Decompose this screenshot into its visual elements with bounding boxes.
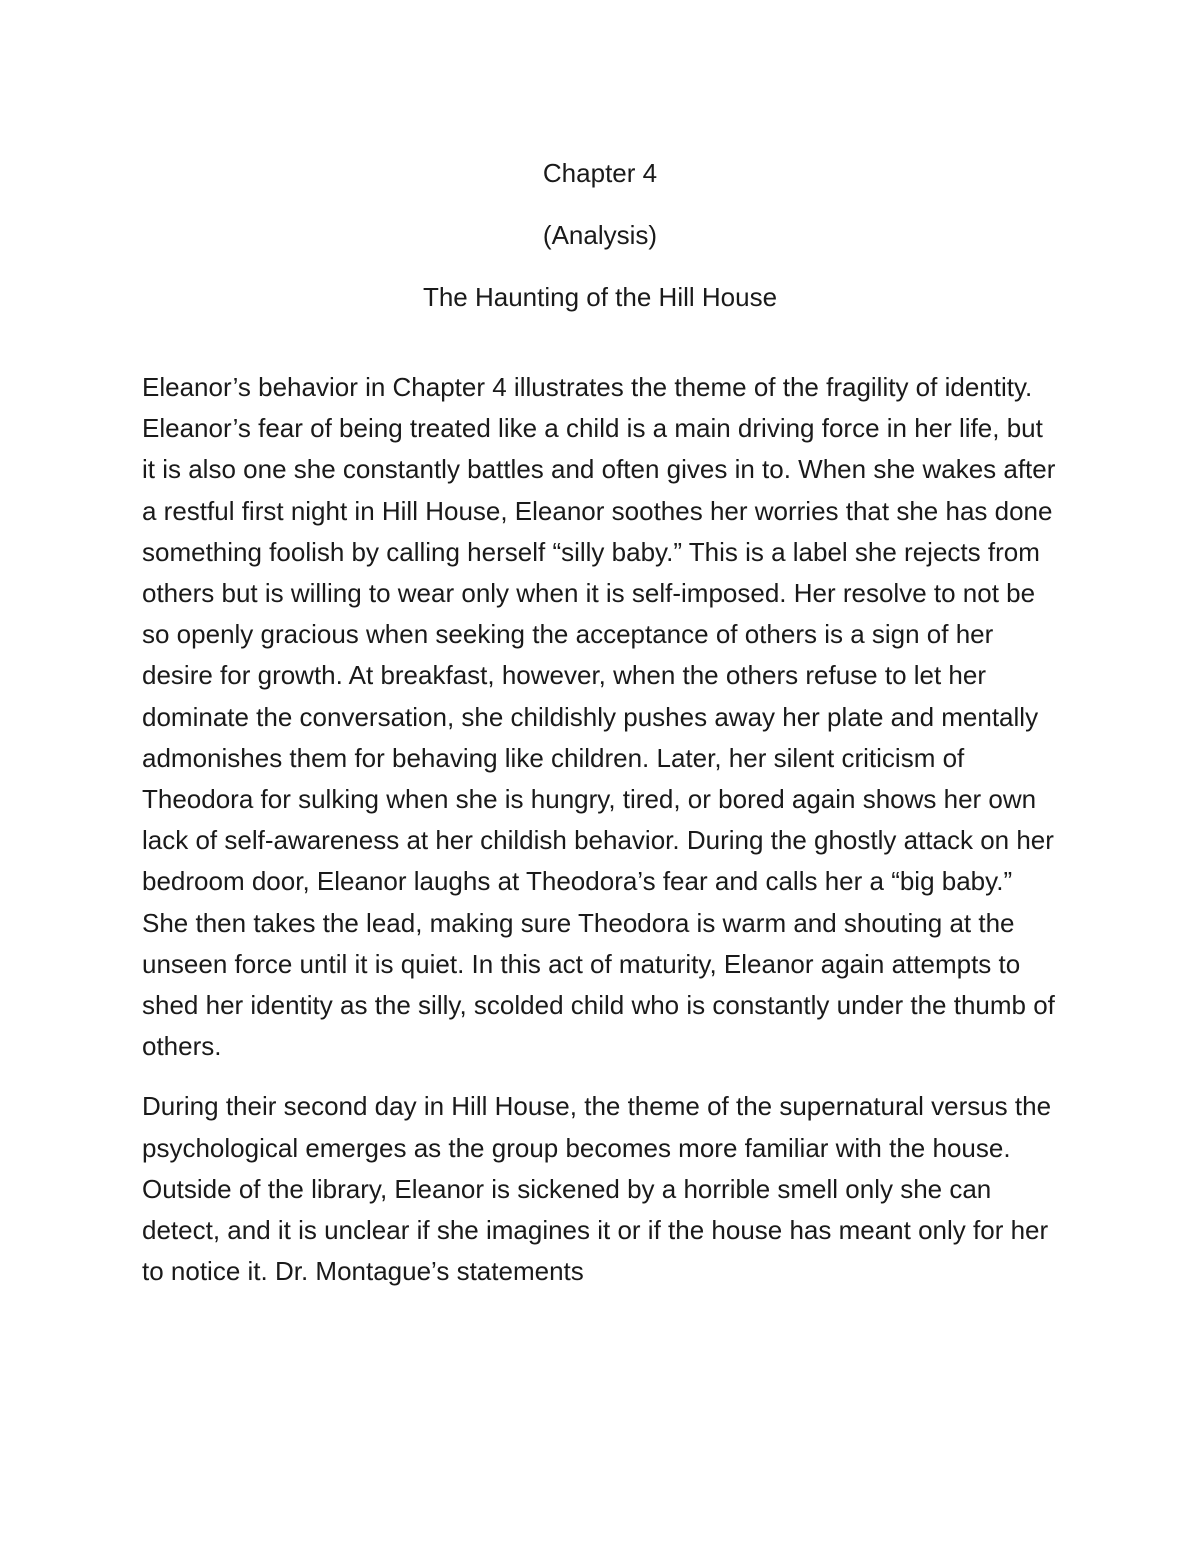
paragraph: During their second day in Hill House, the theme of the supernatural versus the psychological emerges as the group becomes more familiar with the house. Outside of the library, Eleanor is sickened by a horrible smell only she can detect, and it is unclear if she imagines it or if the house has meant only for her to notice it. Dr. Montague’s statements xyxy=(142,1091,1052,1287)
document-header xyxy=(0,142,1200,328)
analysis-subtitle: (Analysis) xyxy=(542,220,658,250)
paragraph: Eleanor’s behavior in Chapter 4 illustrates the theme of the fragility of identity. Eleanor’s fear of being treated like a child is a main driving force in her life, but it is also one she constantly battles and often gives in to. When she wakes after a restful first night in Hill House, Eleanor soothes her worries that she has done something foolish by calling herself “silly baby.” This is a label she rejects from others but is willing to wear only when it is self-imposed. Her resolve to not be so openly gracious when seeking the acceptance of others is a sign of her desire for growth. At breakfast, however, when the others refuse to let her dominate the conversation, she childishly pushes away her plate and mentally admonishes them for behaving like children. Later, her silent criticism of Theodora for sulking when she is hungry, tired, or bored again shows her own lack of self-awareness at her childish behavior. During the ghostly attack on her bedroom door, Eleanor laughs at Theodora’s fear and calls her a “big baby.” She then takes the lead, making sure Theodora is warm and shouting at the unseen force until it is quiet. In this act of maturity, Eleanor again attempts to shed her identity as the silly, scolded child who is constantly under the thumb of others. xyxy=(142,372,1056,1062)
book-title: The Haunting of the Hill House xyxy=(422,282,778,312)
document-body xyxy=(142,367,1062,1292)
chapter-heading: Chapter 4 xyxy=(542,158,658,188)
